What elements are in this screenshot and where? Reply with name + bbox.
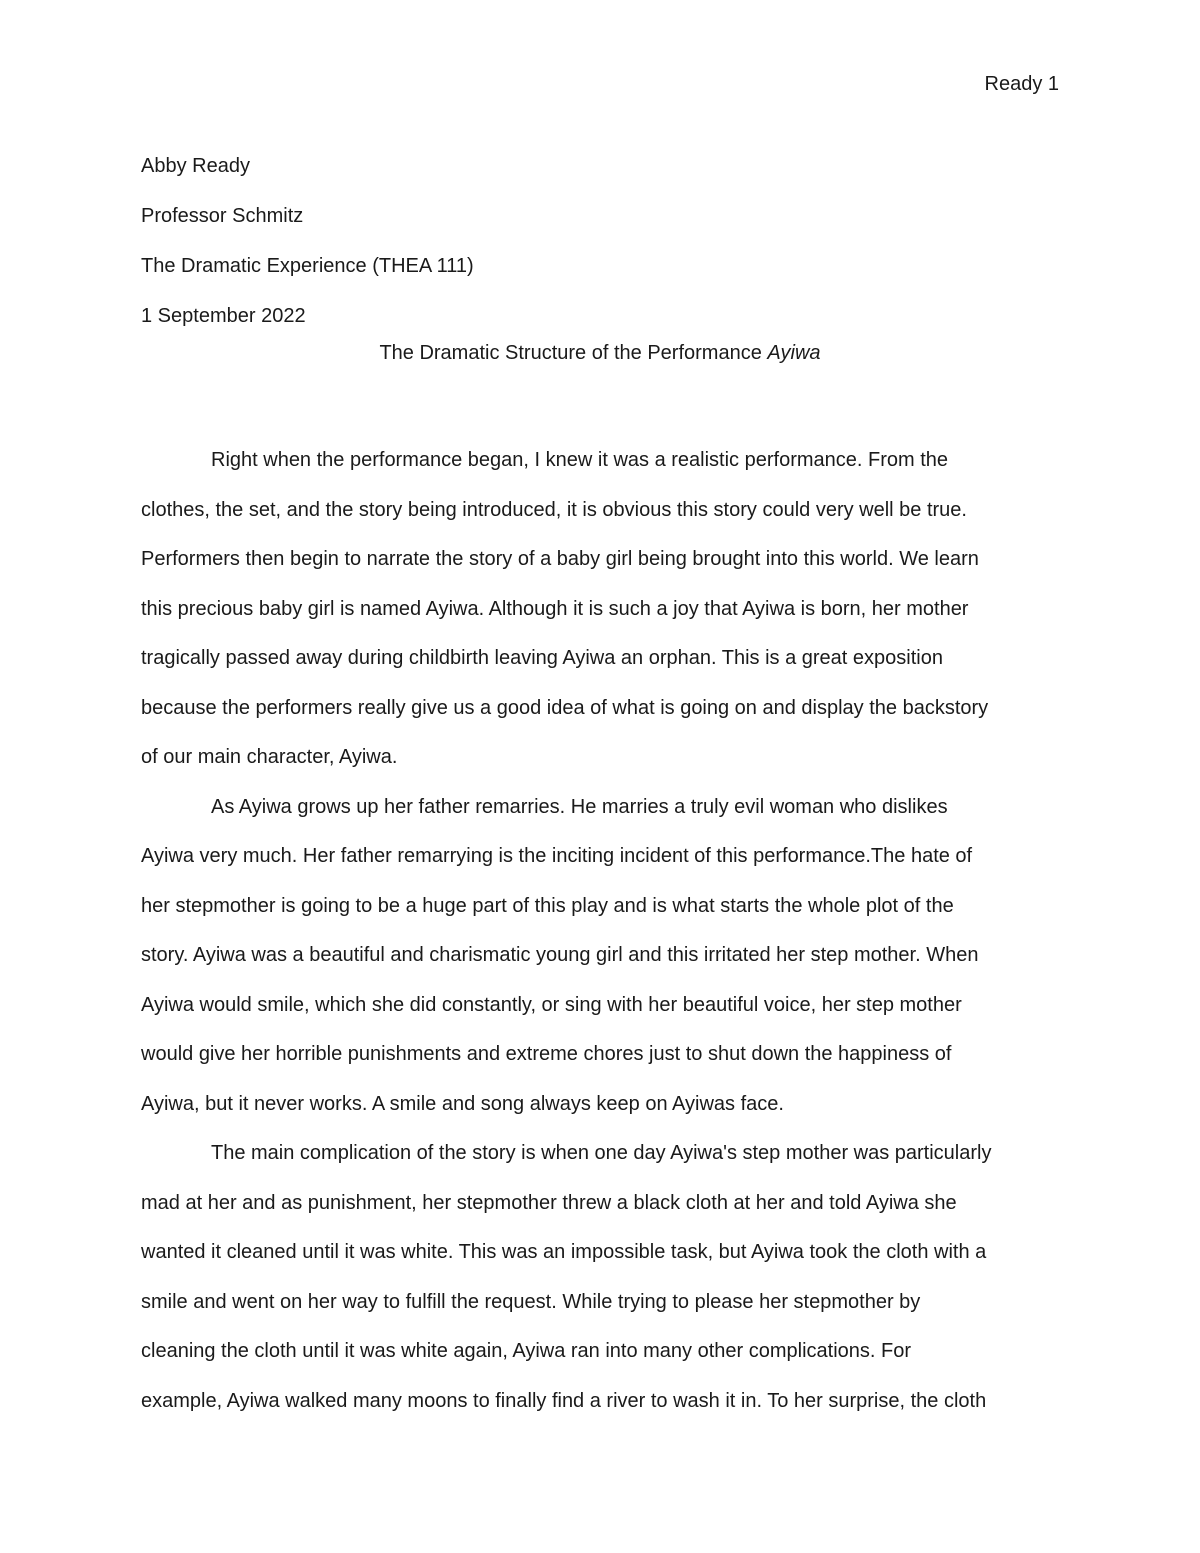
body-line: wanted it cleaned until it was white. This was an impossible task, but Ayiwa took the cloth with a [141, 1241, 987, 1263]
body-line: because the performers really give us a good idea of what is going on and display the backstory [141, 696, 989, 719]
body-line: Ayiwa would smile, which she did constantly, or sing with her beautiful voice, her step mother [141, 993, 962, 1016]
mla-heading [141, 141, 1059, 341]
body-line: mad at her and as punishment, her stepmother threw a black cloth at her and told Ayiwa she [141, 1191, 957, 1214]
instructor-name: Professor Schmitz [141, 205, 304, 227]
body-line: Ayiwa very much. Her father remarrying is the inciting incident of this performance.The hate of [141, 845, 973, 867]
body-line: smile and went on her way to fulfill the request. While trying to please her stepmother by [141, 1290, 921, 1313]
body-line: story. Ayiwa was a beautiful and charismatic young girl and this irritated her step mother. When [141, 944, 979, 966]
body-line: clothes, the set, and the story being introduced, it is obvious this story could very well be true. [141, 498, 967, 521]
paper-title [141, 338, 1059, 368]
body-line: would give her horrible punishments and extreme chores just to shut down the happiness of [141, 1043, 952, 1065]
body-line: of our main character, Ayiwa. [141, 746, 398, 768]
essay-body [141, 436, 1061, 1426]
course-name: The Dramatic Experience (THEA 111) [141, 255, 474, 277]
body-line: As Ayiwa grows up her father remarries. He marries a truly evil woman who dislikes [211, 795, 948, 818]
body-line: tragically passed away during childbirth leaving Ayiwa an orphan. This is a great exposition [141, 647, 943, 669]
paper-title-main: The Dramatic Structure of the Performance [379, 342, 768, 364]
body-line: Right when the performance began, I knew it was a realistic performance. From the [211, 449, 949, 471]
running-header: Ready 1 [984, 73, 1059, 95]
body-line: this precious baby girl is named Ayiwa. Although it is such a joy that Ayiwa is born, her mother [141, 597, 969, 620]
author-name: Abby Ready [141, 155, 250, 177]
body-line: Performers then begin to narrate the story of a baby girl being brought into this world. We learn [141, 548, 979, 570]
date-line: 1 September 2022 [141, 305, 306, 327]
paper-title-italic: Ayiwa [767, 342, 821, 364]
body-line: cleaning the cloth until it was white again, Ayiwa ran into many other complications. For [141, 1340, 912, 1362]
body-line: example, Ayiwa walked many moons to finally find a river to wash it in. To her surprise, the cloth [141, 1389, 987, 1412]
body-line: her stepmother is going to be a huge part of this play and is what starts the whole plot of the [141, 894, 954, 917]
body-line: The main complication of the story is when one day Ayiwa's step mother was particularly [211, 1142, 992, 1164]
body-line: Ayiwa, but it never works. A smile and song always keep on Ayiwas face. [141, 1092, 784, 1115]
